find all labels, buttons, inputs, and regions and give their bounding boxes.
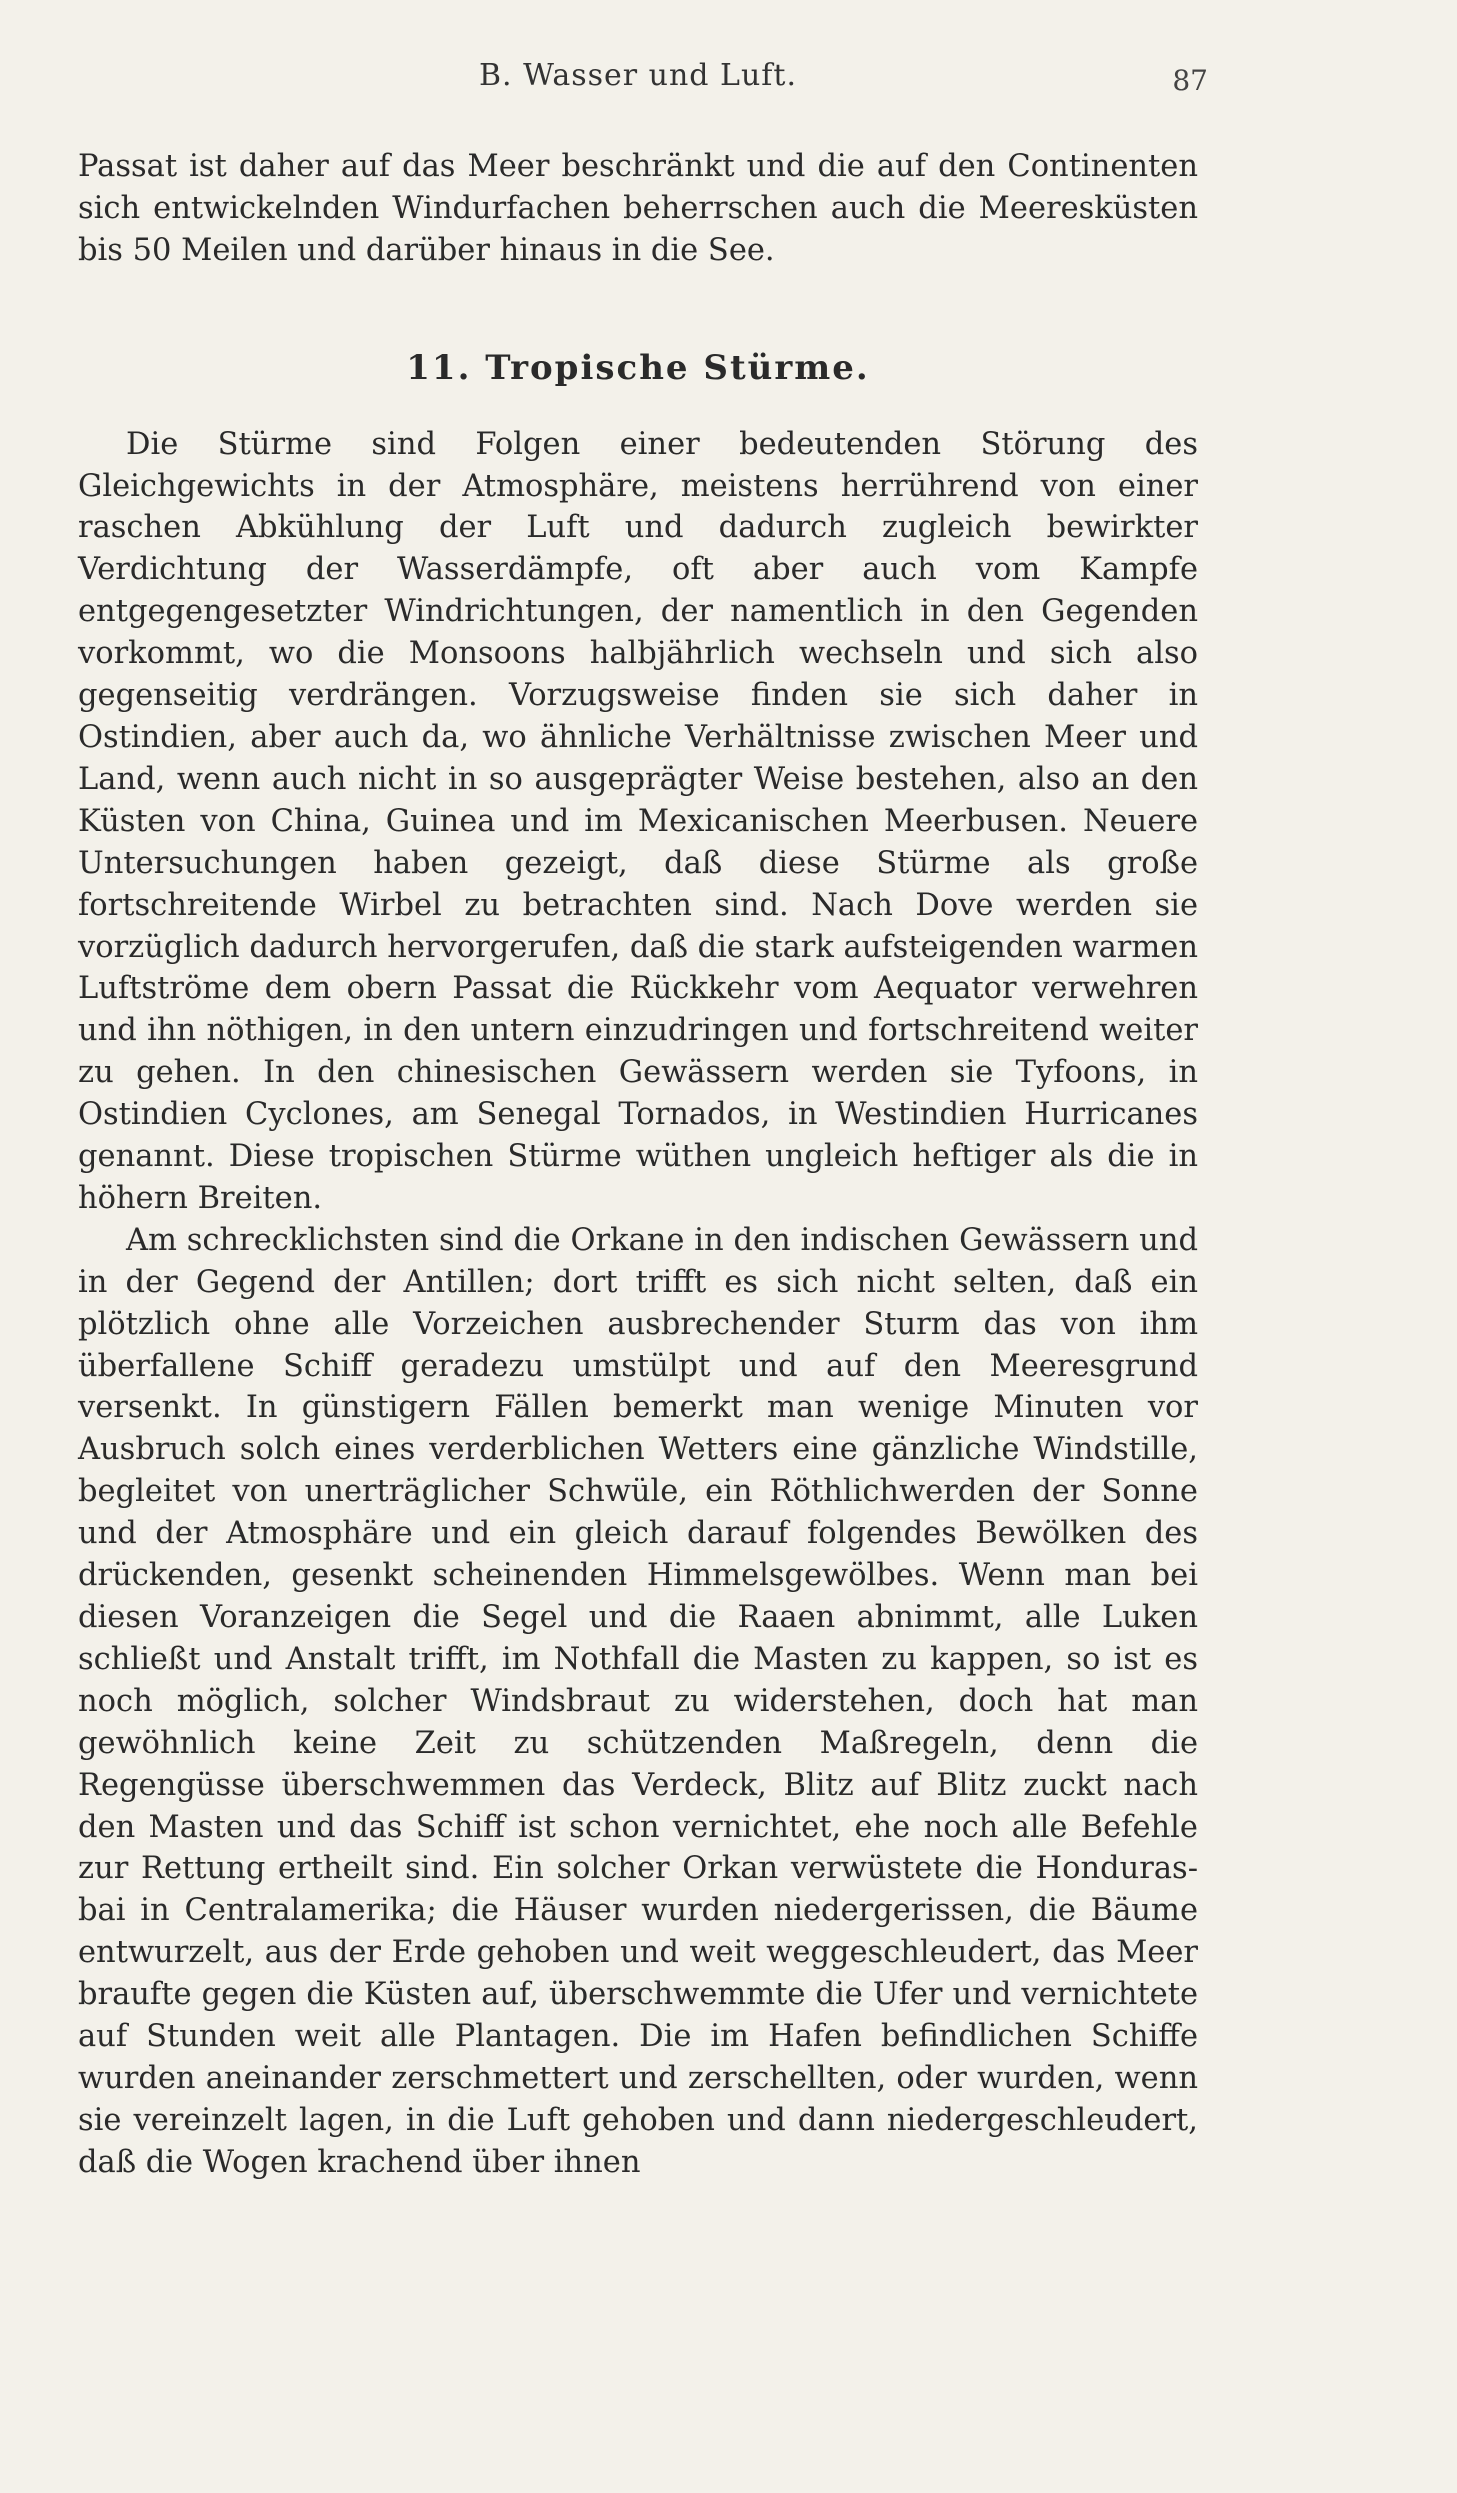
paragraph: Die Stürme sind Folgen einer bedeutenden Störung des Gleichgewichts in der Atmosphäre, meistens herrührend von einer raschen Abkühlung der Luft und dadurch zugleich bewirkter Verdichtung der Wasserdämpfe, oft aber auch vom Kampfe entgegengesetzter Windrichtungen, der namentlich in den Gegenden vorkommt, wo die Monsoons halbjährlich wechseln und sich also gegenseitig verdrängen. Vorzugsweise finden sie sich daher in Ostindien, aber auch da, wo ähnliche Verhältnisse zwischen Meer und Land, wenn auch nicht in so ausgeprägter Weise bestehen, also an den Küsten von China, Guinea und im Mexicanischen Meerbusen. Neuere Untersuchungen haben gezeigt, daß diese Stürme als große fortschreitende Wirbel zu betrachten sind. Nach Dove werden sie vorzüglich dadurch hervorgerufen, daß die stark aufsteigenden warmen Luftströme dem obern Passat die Rückkehr vom Aequator verwehren und ihn nöthigen, in den untern einzudringen und fortschreitend weiter zu gehen. In den chinesischen Gewässern werden sie Tyfoons, in Ostindien Cyclones, am Senegal Tornados, in Westindien Hurricanes genannt. Diese tropischen Stürme wüthen ungleich heftiger als die in höhern Breiten.	[78, 426, 1198, 1216]
paragraph-continued: Passat ist daher auf das Meer beschränkt und die auf den Continenten sich entwickelnden Windurfachen beherrschen auch die Meeresküsten bis 50 Meilen und darüber hinaus in die See.	[78, 149, 1198, 268]
running-head	[78, 40, 1208, 100]
running-title: B. Wasser und Luft.	[479, 58, 797, 93]
page-number: 87	[1172, 64, 1208, 97]
section-heading: 11. Tropische Stürme.	[406, 347, 870, 388]
book-page	[78, 40, 1208, 2460]
body-text	[78, 146, 1198, 2184]
paragraph: Am schrecklichsten sind die Orkane in den indischen Gewässern und in der Gegend der Antillen; dort trifft es sich nicht selten, daß ein plötzlich ohne alle Vorzeichen ausbrechender Sturm das von ihm überfallene Schiff geradezu umstülpt und auf den Meeresgrund versenkt. In günstigern Fällen bemerkt man wenige Minuten vor Ausbruch solch eines verderblichen Wetters eine gänzliche Windstille, begleitet von unerträglicher Schwüle, ein Röthlichwerden der Sonne und der Atmosphäre und ein gleich darauf folgendes Bewölken des drückenden, gesenkt scheinenden Himmelsgewölbes. Wenn man bei diesen Voranzeigen die Segel und die Raaen abnimmt, alle Luken schließt und Anstalt trifft, im Nothfall die Masten zu kappen, so ist es noch möglich, solcher Windsbraut zu widerstehen, doch hat man gewöhnlich keine Zeit zu schützenden Maßregeln, denn die Regengüsse überschwemmen das Verdeck, Blitz auf Blitz zuckt nach den Masten und das Schiff ist schon vernichtet, ehe noch alle Befehle zur Rettung ertheilt sind. Ein solcher Orkan verwüstete die Hondurasbai in Centralamerika; die Häuser wurden niedergerissen, die Bäume entwurzelt, aus der Erde gehoben und weit weggeschleudert, das Meer braufte gegen die Küsten auf, überschwemmte die Ufer und vernichtete auf Stunden weit alle Plantagen. Die im Hafen befindlichen Schiffe wurden aneinander zerschmettert und zerschellten, oder wurden, wenn sie vereinzelt lagen, in die Luft gehoben und dann niedergeschleudert, daß die Wogen krachend über ihnen	[78, 1222, 1198, 2180]
